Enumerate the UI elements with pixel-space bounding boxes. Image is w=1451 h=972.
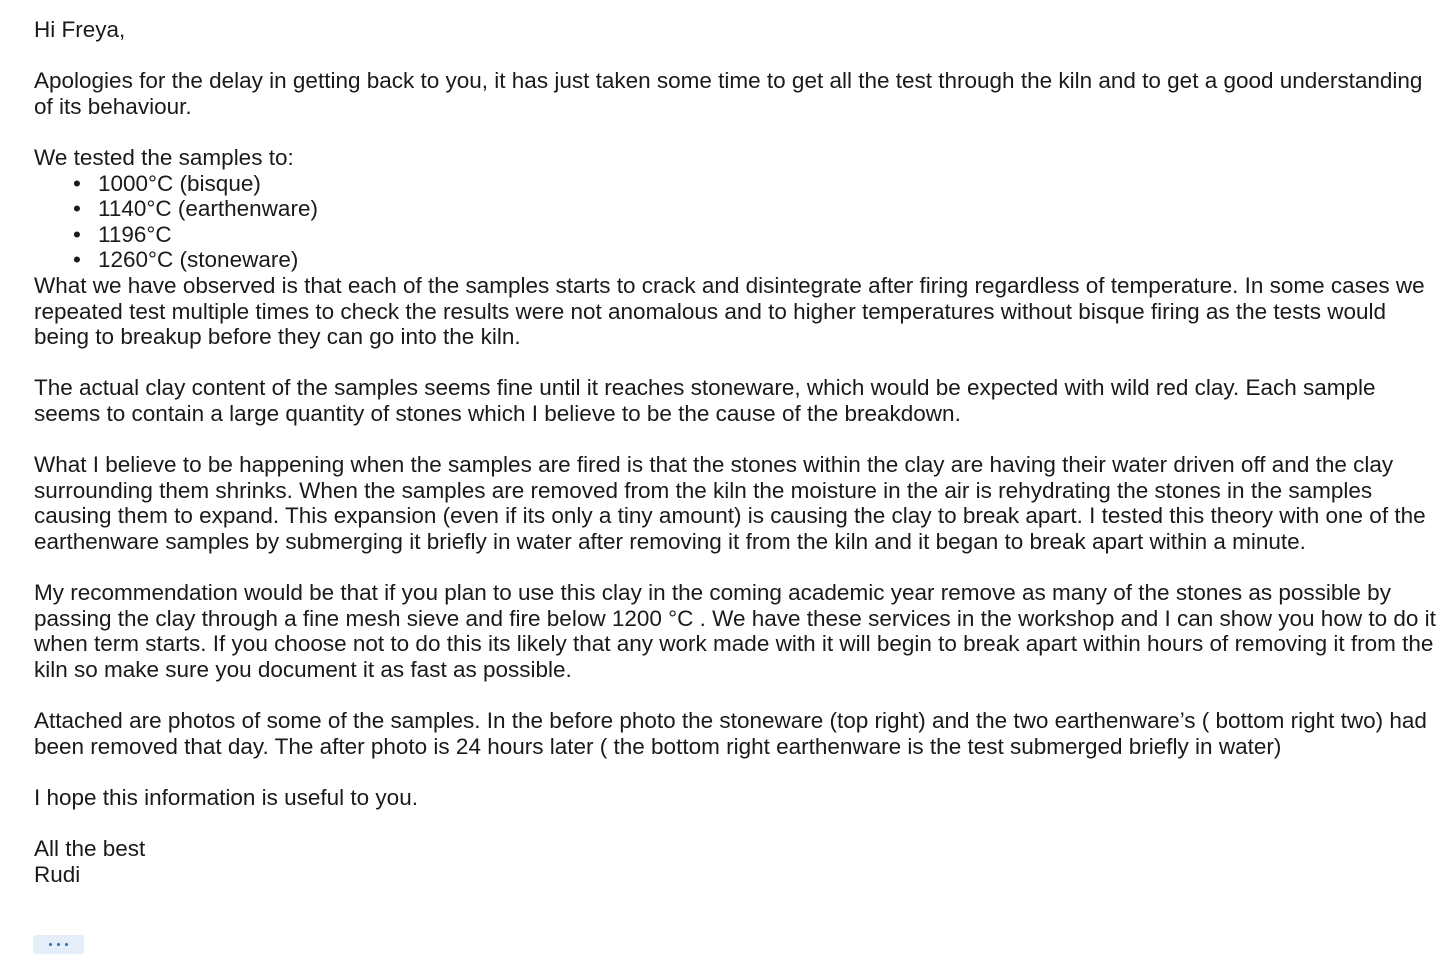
- spacer: [34, 759, 1446, 785]
- list-item-text: 1140°C (earthenware): [98, 196, 318, 222]
- ellipsis-icon: [49, 943, 68, 946]
- tested-intro: We tested the samples to:: [34, 144, 294, 170]
- show-trimmed-content-button[interactable]: [33, 935, 84, 954]
- list-item-text: 1196°C: [98, 221, 172, 247]
- bullet-icon: •: [73, 247, 81, 273]
- spacer: [34, 350, 1446, 376]
- email-body: [34, 17, 1446, 887]
- list-item: [73, 221, 1446, 248]
- list-item: [73, 247, 1446, 273]
- spacer: [34, 43, 1446, 69]
- spacer: [34, 554, 1446, 580]
- bullet-icon: •: [73, 196, 81, 222]
- spacer: [34, 682, 1446, 708]
- paragraph-apology: Apologies for the delay in getting back to you, it has just taken some time to get all the test through the kiln and to get a good understanding of its behaviour.: [34, 68, 1423, 119]
- paragraph-recommendation: My recommendation would be that if you plan to use this clay in the coming academic year remove as many of the stones as possible by passing the clay through a fine mesh sieve and fire below 1200 °C . We have these services in the workshop and I can show you how to do it when term starts. If you choose not to do this its likely that any work made with it will begin to break apart within hours of removing it from the kiln so make sure you document it as fast as possible.: [34, 580, 1436, 682]
- spacer: [34, 119, 1446, 145]
- bullet-icon: •: [73, 170, 81, 196]
- paragraph-hope: I hope this information is useful to you.: [34, 784, 418, 810]
- greeting: Hi Freya,: [34, 17, 126, 42]
- paragraph-observed: What we have observed is that each of the samples starts to crack and disintegrate after firing regardless of temperature. In some cases we repeated test multiple times to check the results were not anomalous and to higher temperatures without bisque firing as the tests would being to breakup before they can go into the kiln.: [34, 272, 1425, 350]
- paragraph-clay: The actual clay content of the samples seems fine until it reaches stoneware, which would be expected with wild red clay. Each sample seems to contain a large quantity of stones which I believe to be the cause of the breakdown.: [34, 375, 1376, 426]
- list-item-text: 1260°C (stoneware): [98, 247, 299, 273]
- temperature-list: [34, 171, 1446, 273]
- list-item-text: 1000°C (bisque): [98, 170, 261, 196]
- signoff: All the best: [34, 836, 146, 861]
- list-item: [73, 170, 1446, 197]
- spacer: [34, 427, 1446, 453]
- paragraph-theory: What I believe to be happening when the samples are fired is that the stones within the clay are having their water driven off and the clay surrounding them shrinks. When the samples are removed from the kiln the moisture in the air is rehydrating the stones in the samples causing them to expand. This expansion (even if its only a tiny amount) is causing the clay to break apart. I tested this theory with one of the earthenware samples by submerging it briefly in water after removing it from the kiln and it began to break apart within a minute.: [34, 452, 1426, 554]
- list-item: [73, 196, 1446, 222]
- bullet-icon: •: [73, 221, 81, 247]
- signature: Rudi: [34, 861, 81, 887]
- paragraph-photos: Attached are photos of some of the samples. In the before photo the stoneware (top right) and the two earthenware’s ( bottom right two) had been removed that day. The after photo is 24 hours later ( the bottom right earthenware is the test submerged briefly in water): [34, 708, 1427, 759]
- spacer: [34, 810, 1446, 836]
